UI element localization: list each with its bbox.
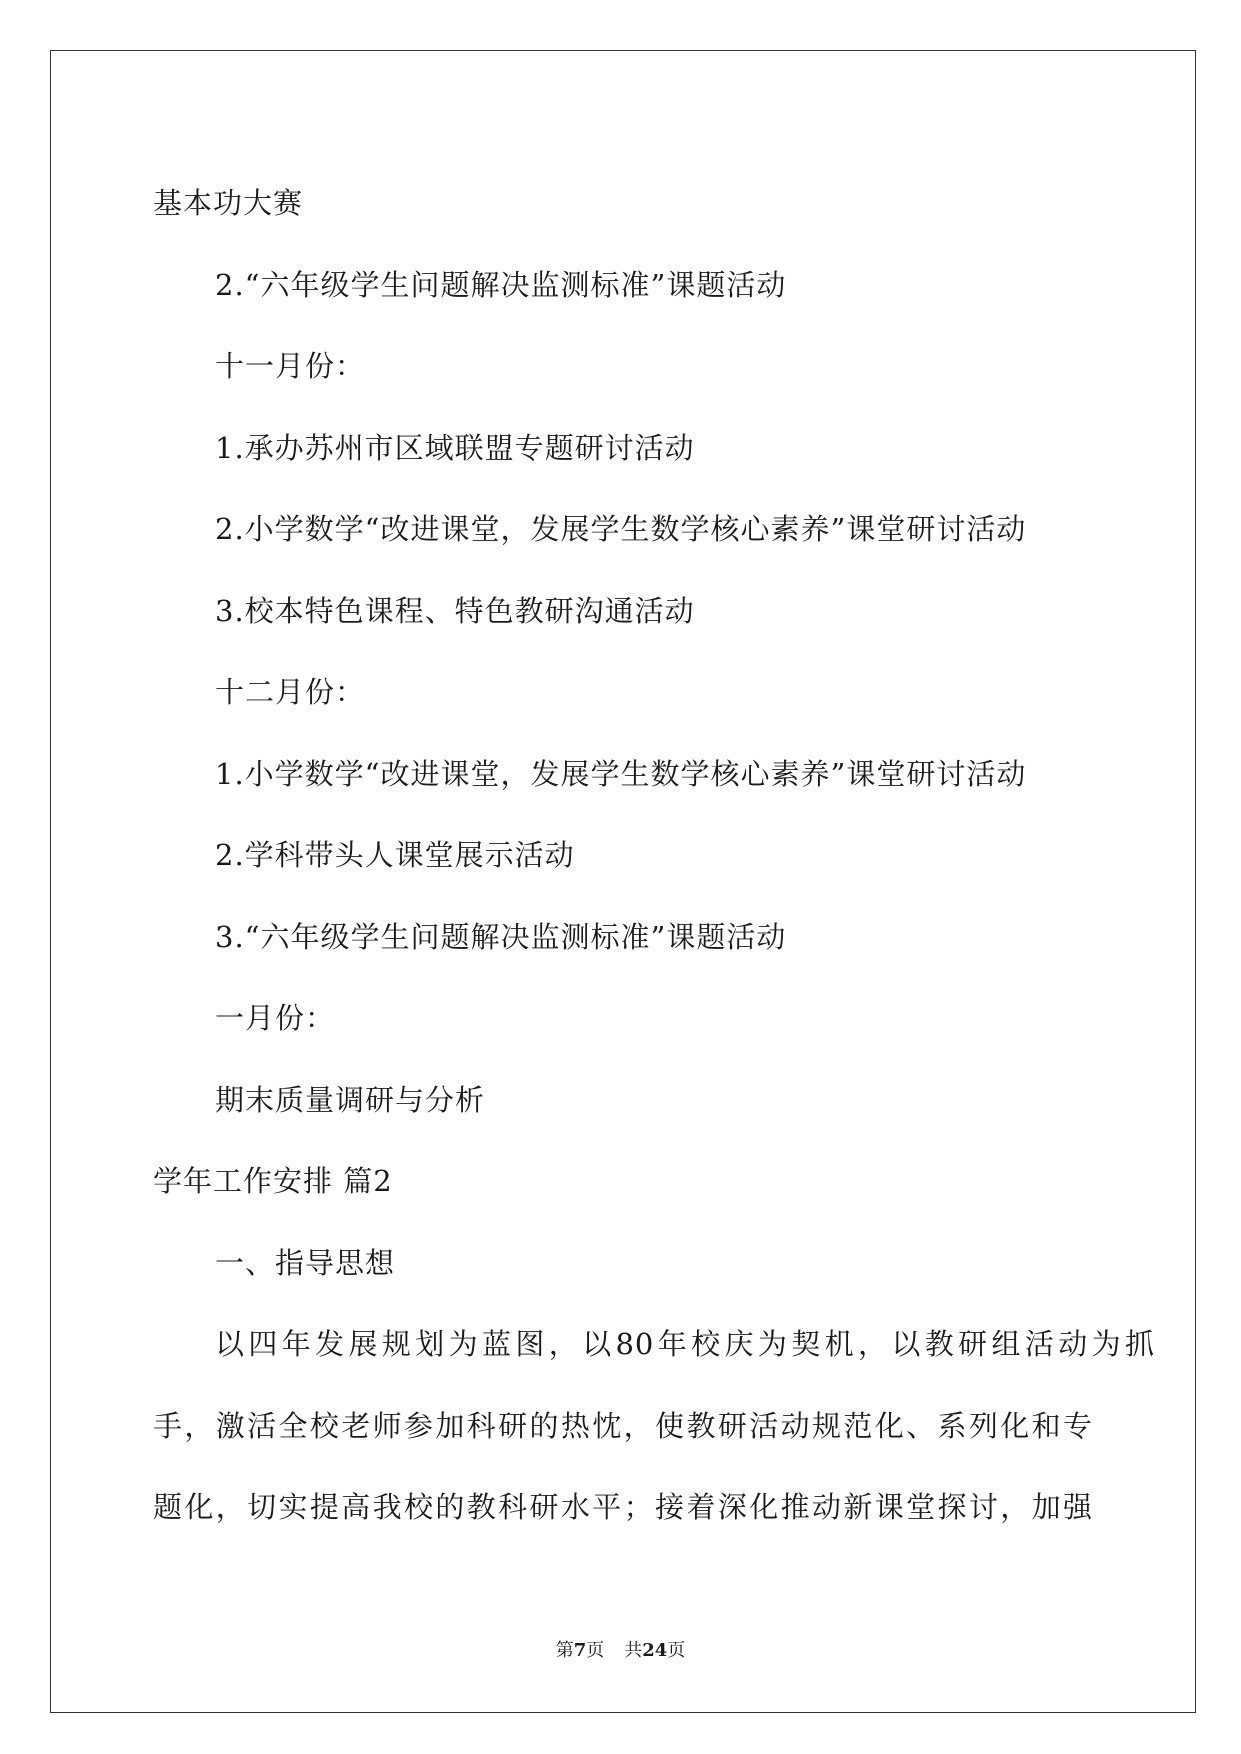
paragraph-line: 手，激活全校老师参加科研的热忱，使教研活动规范化、系列化和专 (153, 1408, 1093, 1443)
text-line: 1.小学数学“改进课堂，发展学生数学核心素养”课堂研讨活动 (215, 756, 1027, 791)
footer-total-suffix: 页 (667, 1640, 686, 1661)
text-line: 3.校本特色课程、特色教研沟通活动 (215, 593, 695, 628)
current-page-number: 7 (573, 1640, 587, 1661)
paragraph-line: 题化，切实提高我校的教科研水平；接着深化推动新课堂探讨，加强 (153, 1490, 1093, 1524)
page-footer (0, 1636, 1241, 1662)
section-heading: 一月份： (215, 1001, 336, 1035)
section-heading: 十二月份： (215, 675, 366, 709)
text-line: 3.“六年级学生问题解决监测标准”课题活动 (215, 919, 787, 954)
footer-prefix: 第 (555, 1640, 574, 1661)
footer-page-suffix: 页 (586, 1640, 605, 1661)
document-body (153, 163, 1155, 1549)
text-line: 2.“六年级学生问题解决监测标准”课题活动 (215, 267, 787, 302)
footer-total-prefix: 共 (624, 1640, 643, 1661)
text-line: 2.学科带头人课堂展示活动 (215, 838, 575, 872)
text-line: 期末质量调研与分析 (215, 1082, 486, 1117)
chapter-title: 学年工作安排 篇2 (153, 1164, 393, 1198)
paragraph-line: 以四年发展规划为蓝图，以80年校庆为契机，以教研组活动为抓 (215, 1327, 1155, 1361)
text-line: 1.承办苏州市区域联盟专题研讨活动 (215, 430, 695, 465)
total-page-count: 24 (642, 1640, 668, 1661)
text-line: 2.小学数学“改进课堂，发展学生数学核心素养”课堂研讨活动 (215, 512, 1027, 546)
text-line: 基本功大赛 (153, 186, 304, 220)
section-heading: 十一月份： (215, 349, 366, 383)
section-heading: 一、指导思想 (215, 1245, 396, 1280)
